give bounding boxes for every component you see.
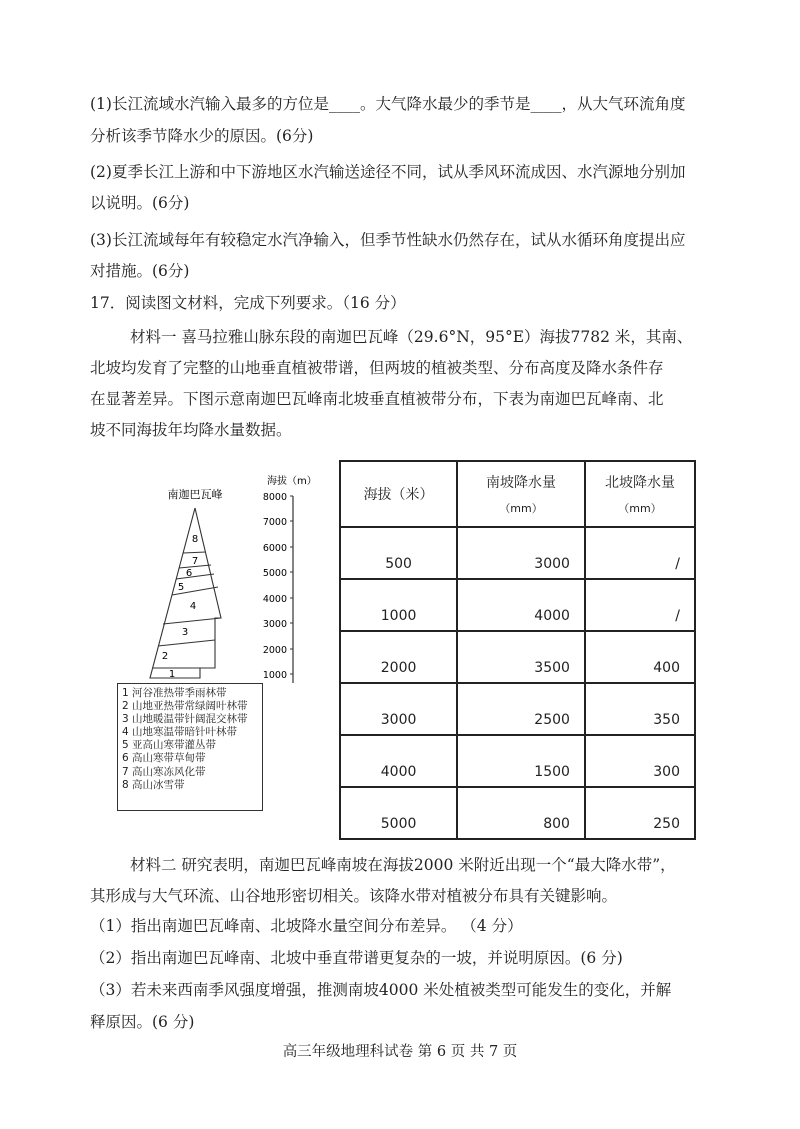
tick-3000: 3000 (262, 619, 287, 630)
material1-line4: 坡不同海拔年均降水量数据。 (90, 421, 292, 439)
table-row (340, 683, 695, 735)
zone-1-label: 1 (168, 669, 176, 680)
material1-line1: 材料一 喜马拉雅山脉东段的南迦巴瓦峰（29.6°N，95°E）海拔7782 米，其南、 (130, 328, 693, 346)
q17-heading: 17．阅读图文材料，完成下列要求。（16 分） (90, 294, 406, 312)
table-row (340, 631, 695, 683)
cell-altitude: 1000 (340, 579, 457, 631)
zone-5-label: 5 (177, 582, 185, 593)
axis-title: 海拔（m） (267, 476, 317, 487)
q16-part3-line2: 对措施。(6分) (90, 262, 190, 280)
zone-8-label: 8 (191, 534, 199, 545)
zone-7-label: 7 (191, 556, 199, 567)
q17-part3-line2: 释原因。(6 分) (90, 1013, 195, 1031)
cell-altitude: 5000 (340, 787, 457, 839)
zone-6-label: 6 (185, 568, 193, 579)
peak-label: 南迦巴瓦峰 (167, 488, 223, 501)
tick-8000: 8000 (262, 492, 287, 503)
table-header-row (340, 461, 695, 527)
q16-part2-line2: 以说明。(6分) (90, 194, 190, 212)
cell-altitude: 2000 (340, 631, 457, 683)
legend-item: 3 山地暖温带针阔混交林带 (122, 713, 248, 726)
header-altitude: 海拔（米） (340, 461, 457, 527)
legend-item: 2 山地亚热带常绿阔叶林带 (122, 700, 248, 713)
cell-south: 4000 (457, 579, 585, 631)
page-footer: 高三年级地理科试卷 第 6 页 共 7 页 (282, 1044, 518, 1060)
header-north-precip: 北坡降水量 （mm） (585, 461, 695, 527)
q16-part2-line1: (2)夏季长江上游和中下游地区水汽输送途径不同，试从季风环流成因、水汽源地分别加 (90, 163, 686, 181)
cell-north: 350 (585, 683, 695, 735)
zone-4-label: 4 (189, 601, 197, 612)
cell-north: / (585, 579, 695, 631)
cell-north: 400 (585, 631, 695, 683)
table-row (340, 579, 695, 631)
legend-item: 4 山地寒温带暗针叶林带 (122, 726, 238, 739)
cell-altitude: 500 (340, 527, 457, 579)
legend-item: 6 高山寒带草甸带 (122, 752, 206, 765)
q16-part1-line2: 分析该季节降水少的原因。(6分) (90, 127, 314, 145)
q16-part3-line1: (3)长江流域每年有较稳定水汽净输入，但季节性缺水仍然存在，试从水循环角度提出应 (90, 231, 686, 249)
tick-6000: 6000 (262, 543, 287, 554)
cell-altitude: 3000 (340, 683, 457, 735)
cell-north: 250 (585, 787, 695, 839)
vegetation-legend (117, 683, 263, 811)
cell-north: 300 (585, 735, 695, 787)
table-row (340, 787, 695, 839)
material1-line3: 在显著差异。下图示意南迦巴瓦峰南北坡垂直植被带分布，下表为南迦巴瓦峰南、北 (90, 390, 664, 408)
tick-2000: 2000 (262, 645, 287, 656)
q17-part2: （2）指出南迦巴瓦峰南、北坡中垂直带谱更复杂的一坡，并说明原因。(6 分) (90, 949, 623, 967)
cell-south: 2500 (457, 683, 585, 735)
cell-south: 1500 (457, 735, 585, 787)
legend-item: 5 亚高山寒带灌丛带 (122, 739, 217, 752)
cell-south: 3500 (457, 631, 585, 683)
zone-2-label: 2 (161, 651, 169, 662)
material2-line2: 其形成与大气环流、山谷地形密切相关。该降水带对植被分布具有关键影响。 (90, 887, 618, 905)
header-south-precip: 南坡降水量 （mm） (457, 461, 585, 527)
precipitation-table (339, 460, 696, 840)
cell-north: / (585, 527, 695, 579)
tick-4000: 4000 (262, 594, 287, 605)
q16-part1-line1: (1)长江流域水汽输入最多的方位是____。大气降水最少的季节是____，从大气环流角度 (90, 95, 686, 113)
mountain-profile-diagram (115, 468, 335, 683)
table-row (340, 527, 695, 579)
q17-part3-line1: （3）若未来西南季风强度增强，推测南坡4000 米处植被类型可能发生的变化，并解 (90, 981, 672, 999)
tick-5000: 5000 (262, 568, 287, 579)
zone-3-label: 3 (181, 627, 189, 638)
material2-line1: 材料二 研究表明，南迦巴瓦峰南坡在海拔2000 米附近出现一个“最大降水带”， (130, 856, 676, 874)
vegetation-belt-figure (115, 468, 335, 813)
table-row (340, 735, 695, 787)
cell-altitude: 4000 (340, 735, 457, 787)
q17-part1: （1）指出南迦巴瓦峰南、北坡降水量空间分布差异。 （4 分） (90, 917, 523, 935)
tick-7000: 7000 (262, 517, 287, 528)
material1-line2: 北坡均发育了完整的山地垂直植被带谱，但两坡的植被类型、分布高度及降水条件存 (90, 359, 664, 377)
legend-item: 1 河谷准热带季雨林带 (122, 687, 227, 699)
tick-1000: 1000 (262, 670, 287, 681)
legend-item: 8 高山冰雪带 (122, 778, 185, 791)
legend-item: 7 高山寒冻风化带 (122, 765, 206, 778)
cell-south: 800 (457, 787, 585, 839)
cell-south: 3000 (457, 527, 585, 579)
